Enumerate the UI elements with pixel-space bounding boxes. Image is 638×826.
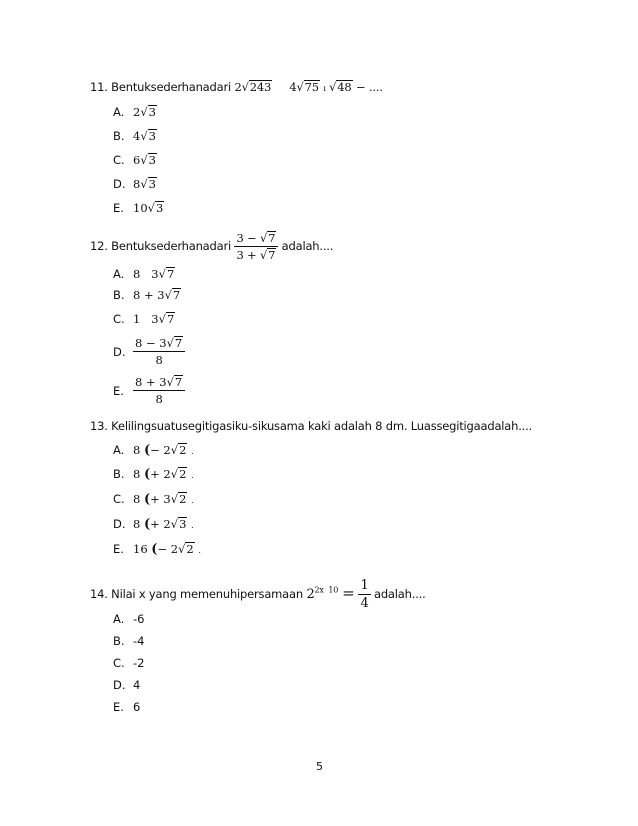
- question-number: 12.: [90, 239, 108, 253]
- option-13b[interactable]: B. 8 (+ 2√2 .: [113, 467, 194, 482]
- option-11e[interactable]: E. 10√3: [113, 201, 164, 215]
- option-13e[interactable]: E. 16 (− 2√2 .: [113, 542, 201, 557]
- option-14d[interactable]: D. 4: [113, 678, 141, 692]
- question-11: [90, 80, 383, 94]
- question-stem: Bentuksederhanadari: [111, 239, 231, 253]
- option-13c[interactable]: C. 8 (+ 3√2 .: [113, 492, 194, 507]
- question-number: 14.: [90, 587, 108, 601]
- expr: 2√243 4√75 ı √48 − ....: [234, 80, 383, 94]
- question-number: 11.: [90, 80, 108, 94]
- option-12d[interactable]: D. $\frac{8 - 3√7}{8}$: [113, 336, 185, 367]
- question-stem: Nilai x yang memenuhipersamaan: [111, 587, 303, 601]
- question-number: 13.: [90, 419, 108, 433]
- option-14b[interactable]: B. -4: [113, 634, 145, 648]
- option-14a[interactable]: A. -6: [113, 612, 145, 626]
- option-12b[interactable]: B. 8 + 3√7: [113, 288, 181, 302]
- option-14c[interactable]: C. -2: [113, 656, 145, 670]
- option-12c[interactable]: C. 1 3√7: [113, 312, 175, 326]
- option-13d[interactable]: D. 8 (+ 2√3 .: [113, 517, 194, 532]
- option-12e[interactable]: E. $\frac{8 + 3√7}{8}$: [113, 375, 185, 406]
- option-13a[interactable]: A. 8 (− 2√2 .: [113, 443, 194, 458]
- option-14e[interactable]: E. 6: [113, 700, 141, 714]
- fraction: $\frac{3 - √7}{3 + √7}$: [234, 231, 278, 262]
- option-11c[interactable]: C. 6√3: [113, 153, 156, 167]
- equation: $2^{2x 10}$ = $\frac{1}{4}$: [306, 578, 369, 611]
- option-11d[interactable]: D. 8√3: [113, 177, 156, 191]
- question-stem: Kelilingsuatusegitigasiku-sikusama kaki adalah 8 dm. Luassegitigaadalah....: [111, 419, 533, 433]
- question-14: 14. Nilai x yang memenuhipersamaan $2^{2x 10}$ = $\frac{1}{4}$ adalah....: [90, 578, 426, 611]
- page-number: 5: [316, 760, 323, 773]
- option-11a[interactable]: A. 2√3: [113, 105, 156, 119]
- option-12a[interactable]: A. 8 3√7: [113, 267, 175, 281]
- question-13: [90, 419, 532, 433]
- question-stem: Bentuksederhanadari: [111, 80, 231, 94]
- question-12: 12. Bentuksederhanadari $\frac{3 - √7}{3 + √7}$ adalah....: [90, 231, 334, 262]
- option-11b[interactable]: B. 4√3: [113, 129, 156, 143]
